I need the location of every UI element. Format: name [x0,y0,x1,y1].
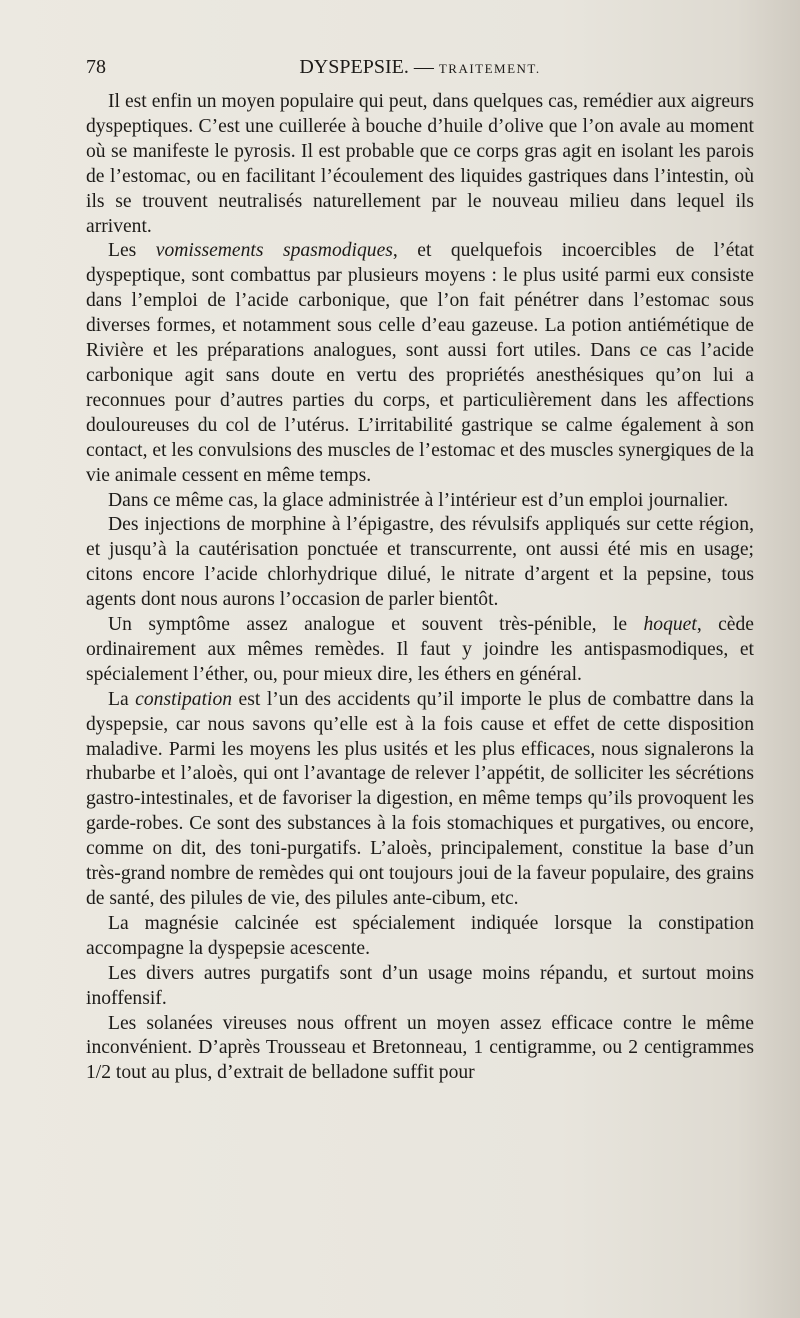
page-header [86,56,754,82]
text-run: Les divers autres purgatifs sont d’un usage moins répandu, et surtout moins inoffensif. [86,962,754,1009]
text-run: Les solanées vireuses nous offrent un moyen assez efficace contre le même inconvénient. D’après Trousseau et Bretonneau, 1 centigramme, ou 2 centigrammes 1/2 tout au plus, d’extrait de belladone suffit pour [86,1012,754,1084]
paragraph [86,513,754,613]
italic-text: constipation [135,688,233,710]
paragraph [86,489,754,514]
text-run: Des injections de morphine à l’épigastre, des révulsifs appliqués sur cette région, et jusqu’à la cautérisation ponctuée et transcurrente, ont aussi été mis en usage; citons encore l’acide chlorhydrique dilué, le nitrate d’argent et la pepsine, tous agents dont nous aurons l’occasion de parler bientôt. [86,514,754,611]
text-run: , et quelquefois incoercibles de l’état dyspeptique, sont combattus par plusieurs moyens : le plus usité parmi eux consiste dans l’emploi de l’acide carbonique, que l’on fait pénétrer dans l’estomac sous diverses formes, et notamment sous celle d’eau gazeuse. La potion antiémétique de Rivière et les préparations analogues, sont aussi fort utiles. Dans ce cas l’acide carbonique agit sans doute en vertu des propriétés anesthésiques qu’on lui a reconnues pour d’autres parties du corps, et particulièrement dans les affections douloureuses du col de l’utérus. L’irritabilité gastrique se calme également à son contact, et les convulsions des muscles de l’estomac et des muscles synergiques de la vie animale cessent en même temps. [86,240,754,486]
text-run: La magnésie calcinée est spécialement indiquée lorsque la constipation accompagne la dyspepsie acescente. [86,912,754,959]
paragraph [86,688,754,912]
text-run: est l’un des accidents qu’il importe le plus de combattre dans la dyspepsie, car nous savons qu’elle est à la fois cause et effet de cette disposition maladive. Parmi les moyens les plus usités et les plus efficaces, nous signalerons la rhubarbe et l’aloès, qui ont l’avantage de relever l’appétit, de solliciter les sécrétions gastro-intestinales, et de favoriser la digestion, en même temps qu’ils provoquent les garde-robes. Ce sont des substances à la fois stomachiques et purgatives, ou encore, comme on dit, des toni-purgatifs. L’aloès, principalement, constitue la base d’un très-grand nombre de remèdes qui ont toujours joui de la faveur populaire, des grains de santé, des pilules de vie, des pilules ante-cibum, etc. [86,688,754,909]
running-head-separator: — [413,56,434,78]
italic-text: vomissements spasmodiques [155,240,393,262]
running-head-title: DYSPEPSIE. [299,56,409,78]
running-head-subtitle: TRAITEMENT. [438,61,541,76]
text-run: La [108,688,136,710]
text-run: Il est enfin un moyen populaire qui peut, dans quelques cas, remédier aux aigreurs dyspeptiques. C’est une cuillerée à bouche d’huile d’olive que l’on avale au moment où se manifeste le pyrosis. Il est probable que ce corps gras agit en isolant les parois de l’estomac, ou en facilitant l’écoulement des liquides gastriques dans l’intestin, où ils se trouvent neutralisés naturellement par le nouveau milieu dans lequel ils arrivent. [86,91,754,237]
paragraph [86,962,754,1012]
running-head [86,56,754,79]
text-run: Dans ce même cas, la glace administrée à l’intérieur est d’un emploi journalier. [108,489,729,511]
text-run: Un symptôme assez analogue et souvent très-pénible, le [108,614,644,636]
text-run: , cède ordinairement aux mêmes remèdes. Il faut y joindre les antispasmodiques, et spécialement l’éther, ou, pour mieux dire, les éthers en général. [86,614,754,685]
page-number: 78 [86,56,106,78]
paragraph [86,239,754,488]
paragraph [86,912,754,962]
italic-text: hoquet [643,614,697,636]
paragraph [86,90,754,239]
paragraph [86,1012,754,1087]
paragraph [86,613,754,688]
page-body-text [86,90,754,1086]
text-run: Les [108,240,156,262]
